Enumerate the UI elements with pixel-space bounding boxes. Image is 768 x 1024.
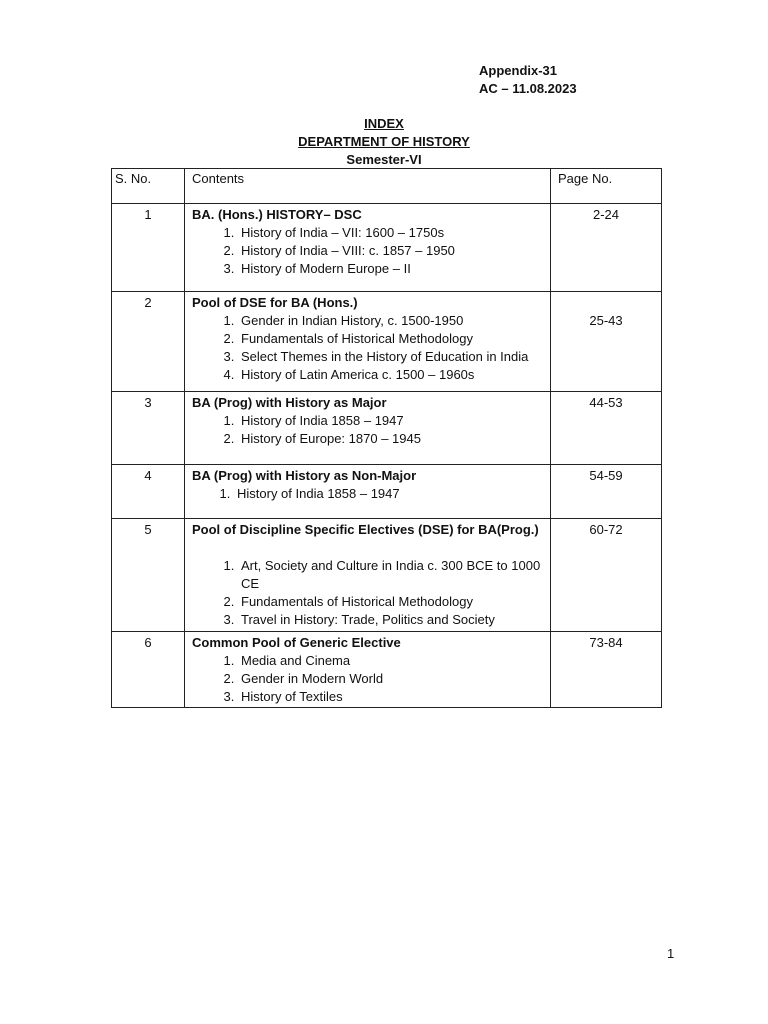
list-item: 1. History of India 1858 – 1947	[238, 412, 550, 430]
table-row	[112, 204, 662, 292]
row-page: 2-24	[551, 204, 662, 292]
ac-date: AC – 11.08.2023	[479, 81, 577, 96]
list-item: 2. Fundamentals of Historical Methodology	[238, 593, 550, 611]
course-list	[192, 412, 550, 448]
row-sno: 5	[112, 519, 185, 632]
table-row	[112, 519, 662, 632]
appendix-block	[479, 62, 577, 98]
list-item: 3. Travel in History: Trade, Politics and Society	[238, 611, 550, 629]
col-header-page: Page No.	[551, 169, 662, 204]
row-page-text: 25-43	[589, 313, 623, 328]
row-contents	[185, 465, 551, 519]
list-item: 1. Media and Cinema	[238, 652, 550, 670]
row-contents	[185, 204, 551, 292]
department-title-text: DEPARTMENT OF HISTORY	[298, 134, 470, 149]
row-page	[551, 292, 662, 392]
row-title: BA (Prog) with History as Non-Major	[192, 468, 417, 483]
list-item: 2. Gender in Modern World	[238, 670, 550, 688]
list-item: 3. History of Textiles	[238, 688, 550, 706]
list-item: 1. History of India 1858 – 1947	[234, 485, 550, 503]
row-sno: 1	[112, 204, 185, 292]
table-row	[112, 292, 662, 392]
list-item: 3. History of Modern Europe – II	[238, 260, 550, 278]
list-item: 2. History of India – VIII: c. 1857 – 1950	[238, 242, 550, 260]
list-item: 2. Fundamentals of Historical Methodology	[238, 330, 550, 348]
row-page: 60-72	[551, 519, 662, 632]
row-contents	[185, 519, 551, 632]
row-sno: 2	[112, 292, 185, 392]
table-row	[112, 392, 662, 465]
table-row	[112, 632, 662, 708]
row-contents	[185, 392, 551, 465]
index-title-text: INDEX	[364, 116, 404, 131]
table-row	[112, 465, 662, 519]
row-sno: 4	[112, 465, 185, 519]
row-title: BA. (Hons.) HISTORY– DSC	[192, 207, 362, 222]
col-header-contents: Contents	[185, 169, 551, 204]
row-page: 54-59	[551, 465, 662, 519]
row-page: 73-84	[551, 632, 662, 708]
list-item: 1. Art, Society and Culture in India c. 300 BCE to 1000 CE	[238, 557, 541, 593]
course-list	[192, 224, 550, 278]
semester-title: Semester-VI	[346, 152, 422, 167]
row-page: 44-53	[551, 392, 662, 465]
row-sno: 3	[112, 392, 185, 465]
row-title: Common Pool of Generic Elective	[192, 635, 401, 650]
list-item: 1. Gender in Indian History, c. 1500-1950	[238, 312, 550, 330]
table-header-row	[112, 169, 662, 204]
course-list	[192, 652, 550, 706]
row-sno: 6	[112, 632, 185, 708]
list-item: 3. Select Themes in the History of Education in India	[238, 348, 550, 366]
course-list	[192, 485, 550, 503]
appendix-label: Appendix-31	[479, 63, 558, 78]
course-list	[192, 312, 550, 384]
index-title	[0, 115, 768, 132]
department-title	[0, 133, 768, 150]
course-list	[192, 557, 550, 629]
spacer	[192, 539, 550, 557]
col-header-sno: S. No.	[112, 169, 185, 204]
row-contents	[185, 292, 551, 392]
row-contents	[185, 632, 551, 708]
index-table	[111, 168, 662, 708]
row-title: Pool of DSE for BA (Hons.)	[192, 295, 358, 310]
list-item: 4. History of Latin America c. 1500 – 1960s	[238, 366, 550, 384]
page-number: 1	[667, 946, 675, 961]
row-title: BA (Prog) with History as Major	[192, 395, 387, 410]
list-item: 1. History of India – VII: 1600 – 1750s	[238, 224, 550, 242]
list-item: 2. History of Europe: 1870 – 1945	[238, 430, 550, 448]
row-title: Pool of Discipline Specific Electives (DSE) for BA(Prog.)	[192, 522, 539, 537]
